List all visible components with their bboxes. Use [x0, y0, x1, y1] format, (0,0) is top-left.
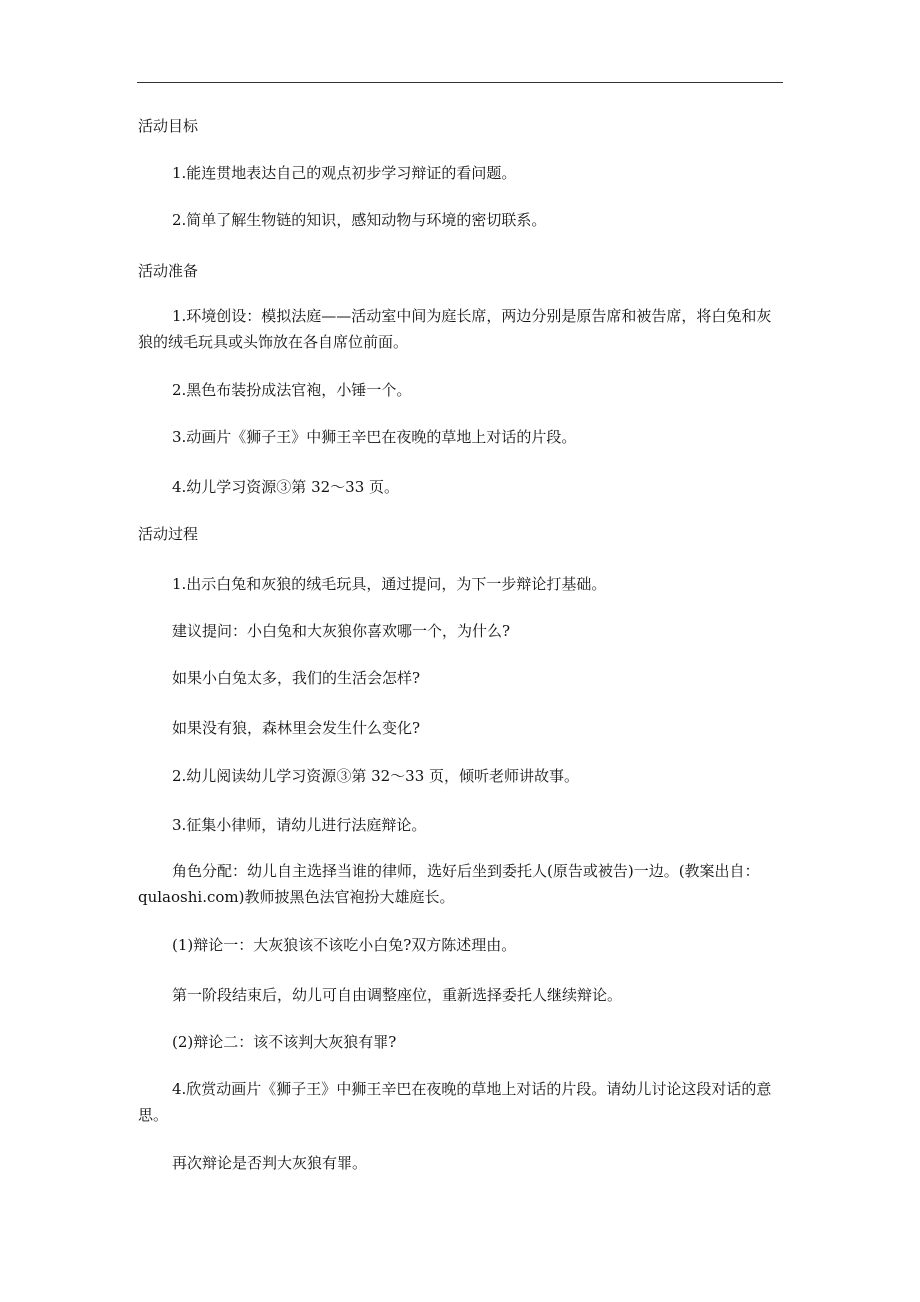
paragraph: 1.能连贯地表达自己的观点初步学习辩证的看问题。	[172, 164, 517, 182]
paragraph: (1)辩论一：大灰狼该不该吃小白兔?双方陈述理由。	[172, 936, 517, 954]
paragraph: 如果没有狼，森林里会发生什么变化?	[172, 719, 421, 737]
paragraph: 2.简单了解生物链的知识，感知动物与环境的密切联系。	[172, 211, 547, 229]
paragraph: 再次辩论是否判大灰狼有罪。	[172, 1154, 368, 1172]
paragraph: 2.黑色布装扮成法官袍，小锤一个。	[172, 381, 412, 399]
paragraph: 角色分配：幼儿自主选择当谁的律师，选好后坐到委托人(原告或被告)一边。(教案出自：qulaoshi.com)教师披黑色法官袍扮大雄庭长。	[138, 862, 760, 906]
paragraph: 3.动画片《狮子王》中狮王辛巴在夜晚的草地上对话的片段。	[172, 428, 577, 446]
paragraph: 1.环境创设：模拟法庭——活动室中间为庭长席，两边分别是原告席和被告席，将白兔和灰狼的绒毛玩具或头饰放在各自席位前面。	[138, 307, 772, 351]
paragraph: 第一阶段结束后，幼儿可自由调整座位，重新选择委托人继续辩论。	[172, 986, 623, 1004]
paragraph: 3.征集小律师，请幼儿进行法庭辩论。	[172, 816, 427, 834]
paragraph: 如果小白兔太多，我们的生活会怎样?	[172, 669, 421, 687]
paragraph: 建议提问：小白兔和大灰狼你喜欢哪一个，为什么?	[172, 622, 511, 640]
paragraph: 4.欣赏动画片《狮子王》中狮王辛巴在夜晚的草地上对话的片段。请幼儿讨论这段对话的意思。	[138, 1080, 772, 1124]
section-heading-goals: 活动目标	[138, 117, 199, 135]
paragraph: (2)辩论二：该不该判大灰狼有罪?	[172, 1033, 397, 1051]
header-rule	[137, 82, 783, 83]
paragraph: 1.出示白兔和灰狼的绒毛玩具，通过提问，为下一步辩论打基础。	[172, 575, 607, 593]
section-heading-process: 活动过程	[138, 525, 199, 543]
paragraph: 4.幼儿学习资源③第 32～33 页。	[172, 478, 400, 496]
paragraph: 2.幼儿阅读幼儿学习资源③第 32～33 页，倾听老师讲故事。	[172, 767, 580, 785]
section-heading-preparation: 活动准备	[138, 262, 199, 280]
